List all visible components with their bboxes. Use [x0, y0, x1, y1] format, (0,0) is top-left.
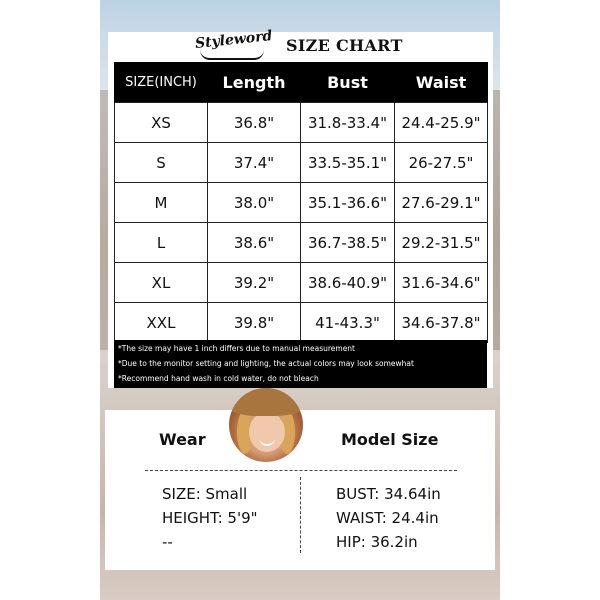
table-row [115, 143, 488, 183]
brand-logo-arc [200, 50, 264, 60]
model-hip: HIP: 36.2in [336, 533, 418, 551]
model-waist: WAIST: 24.4in [336, 509, 439, 527]
model-avatar [229, 388, 303, 462]
table-row [115, 103, 488, 143]
cell-size: XL [115, 263, 208, 303]
avatar-face [249, 412, 285, 452]
cell-waist: 24.4-25.9" [395, 103, 488, 143]
cell-length: 39.8" [208, 303, 301, 343]
note-measurement: *The size may have 1 inch differs due to manual measurement [118, 344, 355, 353]
model-height: HEIGHT: 5'9" [162, 509, 258, 527]
cell-bust: 35.1-36.6" [301, 183, 395, 223]
cell-size: L [115, 223, 208, 263]
vertical-divider [300, 477, 301, 553]
cell-length: 38.0" [208, 183, 301, 223]
cell-length: 38.6" [208, 223, 301, 263]
table-row [115, 223, 488, 263]
cell-waist: 29.2-31.5" [395, 223, 488, 263]
cell-size: XXL [115, 303, 208, 343]
column-header-length: Length [208, 62, 301, 103]
cell-length: 39.2" [208, 263, 301, 303]
cell-bust: 33.5-35.1" [301, 143, 395, 183]
cell-waist: 31.6-34.6" [395, 263, 488, 303]
wear-label: Wear [159, 430, 206, 449]
wear-size: SIZE: Small [162, 485, 248, 503]
note-washing: *Recommend hand wash in cold water, do not bleach [118, 374, 319, 383]
table-row [115, 263, 488, 303]
cell-bust: 36.7-38.5" [301, 223, 395, 263]
cell-waist: 26-27.5" [395, 143, 488, 183]
cell-length: 36.8" [208, 103, 301, 143]
table-row [115, 303, 488, 343]
cell-length: 37.4" [208, 143, 301, 183]
cell-size: M [115, 183, 208, 223]
cell-bust: 38.6-40.9" [301, 263, 395, 303]
column-header-waist: Waist [395, 62, 488, 103]
cell-waist: 34.6-37.8" [395, 303, 488, 343]
horizontal-divider [145, 470, 457, 471]
model-size-label: Model Size [341, 430, 439, 449]
model-bust: BUST: 34.64in [336, 485, 441, 503]
wear-extra: -- [162, 533, 173, 551]
cell-size: XS [115, 103, 208, 143]
table-row [115, 183, 488, 223]
brand-logo [194, 27, 274, 58]
care-notes [114, 340, 487, 388]
column-header-bust: Bust [301, 62, 395, 103]
brand-logo-text: Styleword [194, 27, 274, 52]
table-header-row [115, 62, 488, 103]
note-color: *Due to the monitor setting and lighting, the actual colors may look somewhat [118, 359, 414, 368]
cell-bust: 41-43.3" [301, 303, 395, 343]
background-detail-right [492, 90, 500, 350]
page-title: SIZE CHART [286, 36, 403, 55]
cell-size: S [115, 143, 208, 183]
column-header-size: SIZE(INCH) [115, 62, 208, 103]
avatar-hat [229, 388, 303, 416]
cell-bust: 31.8-33.4" [301, 103, 395, 143]
size-table [114, 62, 488, 343]
cell-waist: 27.6-29.1" [395, 183, 488, 223]
background-detail-left [100, 90, 108, 350]
